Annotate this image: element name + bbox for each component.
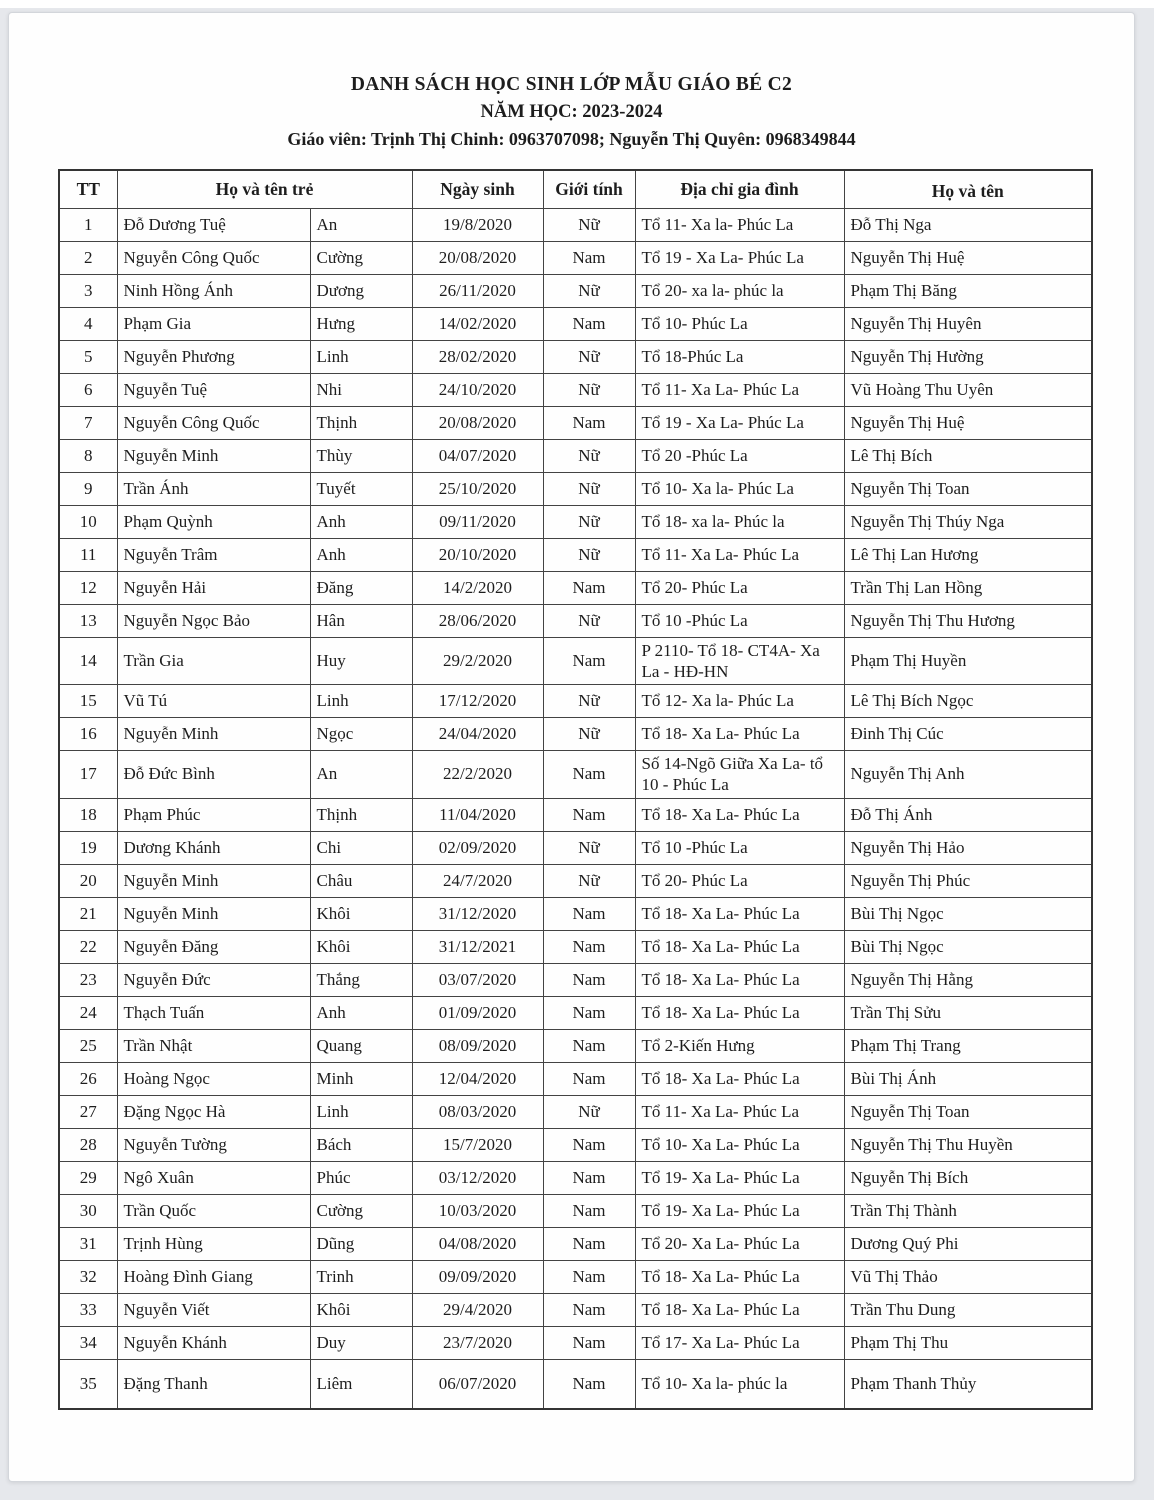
cell-parent: Nguyễn Thị Thu Huyền xyxy=(844,1128,1092,1161)
cell-parent: Phạm Thanh Thủy xyxy=(844,1359,1092,1409)
table-row xyxy=(59,472,1092,505)
cell-tt: 6 xyxy=(59,373,117,406)
cell-gender: Nữ xyxy=(543,718,635,751)
cell-given: Đăng xyxy=(310,571,412,604)
cell-given: Linh xyxy=(310,340,412,373)
table-row xyxy=(59,1227,1092,1260)
cell-gender: Nam xyxy=(543,307,635,340)
cell-gender: Nam xyxy=(543,751,635,799)
cell-dob: 03/07/2020 xyxy=(412,963,543,996)
cell-surname: Phạm Quỳnh xyxy=(117,505,310,538)
table-row xyxy=(59,307,1092,340)
cell-surname: Ngô Xuân xyxy=(117,1161,310,1194)
cell-dob: 26/11/2020 xyxy=(412,274,543,307)
cell-parent: Phạm Thị Trang xyxy=(844,1029,1092,1062)
cell-address: Tổ 17- Xa La- Phúc La xyxy=(635,1326,844,1359)
student-list-table xyxy=(58,169,1093,1410)
cell-gender: Nam xyxy=(543,1029,635,1062)
cell-dob: 08/03/2020 xyxy=(412,1095,543,1128)
cell-given: Quang xyxy=(310,1029,412,1062)
cell-given: Thắng xyxy=(310,963,412,996)
cell-address: Tổ 20- Phúc La xyxy=(635,571,844,604)
cell-address: Tổ 18- Xa La- Phúc La xyxy=(635,1062,844,1095)
cell-address: Tổ 20- Phúc La xyxy=(635,864,844,897)
cell-parent: Đỗ Thị Ánh xyxy=(844,798,1092,831)
cell-given: Thịnh xyxy=(310,798,412,831)
cell-tt: 12 xyxy=(59,571,117,604)
cell-gender: Nữ xyxy=(543,373,635,406)
cell-surname: Nguyễn Phương xyxy=(117,340,310,373)
table-row xyxy=(59,406,1092,439)
cell-given: Hân xyxy=(310,604,412,637)
cell-given: Minh xyxy=(310,1062,412,1095)
cell-dob: 15/7/2020 xyxy=(412,1128,543,1161)
cell-dob: 24/04/2020 xyxy=(412,718,543,751)
student-table-body xyxy=(59,208,1092,1409)
cell-parent: Nguyễn Thị Phúc xyxy=(844,864,1092,897)
cell-gender: Nam xyxy=(543,1326,635,1359)
cell-dob: 17/12/2020 xyxy=(412,685,543,718)
cell-parent: Nguyễn Thị Huệ xyxy=(844,406,1092,439)
cell-given: Linh xyxy=(310,685,412,718)
cell-address: Tổ 18- Xa La- Phúc La xyxy=(635,1293,844,1326)
cell-address: Tổ 19- Xa La- Phúc La xyxy=(635,1161,844,1194)
cell-surname: Đỗ Dương Tuệ xyxy=(117,208,310,241)
cell-surname: Vũ Tú xyxy=(117,685,310,718)
cell-address: Tổ 18- Xa La- Phúc La xyxy=(635,718,844,751)
cell-given: Thịnh xyxy=(310,406,412,439)
cell-gender: Nam xyxy=(543,996,635,1029)
cell-gender: Nữ xyxy=(543,831,635,864)
cell-given: An xyxy=(310,208,412,241)
table-row xyxy=(59,1029,1092,1062)
cell-dob: 20/08/2020 xyxy=(412,241,543,274)
cell-tt: 32 xyxy=(59,1260,117,1293)
cell-tt: 4 xyxy=(59,307,117,340)
cell-given: Ngọc xyxy=(310,718,412,751)
cell-address: Tổ 11- Xa La- Phúc La xyxy=(635,1095,844,1128)
table-row xyxy=(59,798,1092,831)
cell-dob: 11/04/2020 xyxy=(412,798,543,831)
cell-tt: 28 xyxy=(59,1128,117,1161)
table-row xyxy=(59,538,1092,571)
cell-given: Nhi xyxy=(310,373,412,406)
cell-surname: Nguyễn Hải xyxy=(117,571,310,604)
cell-gender: Nữ xyxy=(543,472,635,505)
document-header xyxy=(9,13,1134,148)
cell-given: Bách xyxy=(310,1128,412,1161)
table-row xyxy=(59,930,1092,963)
cell-surname: Nguyễn Ngọc Bảo xyxy=(117,604,310,637)
cell-address: Tổ 18- Xa La- Phúc La xyxy=(635,996,844,1029)
cell-dob: 24/10/2020 xyxy=(412,373,543,406)
cell-parent: Vũ Hoàng Thu Uyên xyxy=(844,373,1092,406)
cell-gender: Nam xyxy=(543,241,635,274)
cell-surname: Thạch Tuấn xyxy=(117,996,310,1029)
cell-tt: 27 xyxy=(59,1095,117,1128)
cell-gender: Nữ xyxy=(543,505,635,538)
cell-parent: Bùi Thị Ánh xyxy=(844,1062,1092,1095)
cell-address: Tổ 18-Phúc La xyxy=(635,340,844,373)
cell-given: Anh xyxy=(310,505,412,538)
cell-given: An xyxy=(310,751,412,799)
table-row xyxy=(59,1194,1092,1227)
cell-dob: 22/2/2020 xyxy=(412,751,543,799)
cell-surname: Phạm Phúc xyxy=(117,798,310,831)
cell-surname: Nguyễn Viết xyxy=(117,1293,310,1326)
cell-tt: 17 xyxy=(59,751,117,799)
table-row xyxy=(59,864,1092,897)
cell-given: Huy xyxy=(310,637,412,685)
cell-parent: Lê Thị Bích Ngọc xyxy=(844,685,1092,718)
cell-tt: 31 xyxy=(59,1227,117,1260)
table-row xyxy=(59,751,1092,799)
cell-surname: Nguyễn Minh xyxy=(117,897,310,930)
cell-gender: Nam xyxy=(543,1194,635,1227)
cell-address: Tổ 18- Xa La- Phúc La xyxy=(635,963,844,996)
header-dob: Ngày sinh xyxy=(412,170,543,208)
cell-surname: Nguyễn Khánh xyxy=(117,1326,310,1359)
header-parent-name: Họ và tên xyxy=(844,170,1092,208)
cell-parent: Nguyễn Thị Toan xyxy=(844,1095,1092,1128)
cell-dob: 24/7/2020 xyxy=(412,864,543,897)
cell-tt: 14 xyxy=(59,637,117,685)
cell-parent: Nguyễn Thị Anh xyxy=(844,751,1092,799)
cell-surname: Đặng Ngọc Hà xyxy=(117,1095,310,1128)
table-row xyxy=(59,439,1092,472)
cell-address: P 2110- Tổ 18- CT4A- Xa La - HĐ-HN xyxy=(635,637,844,685)
cell-gender: Nam xyxy=(543,1260,635,1293)
cell-dob: 01/09/2020 xyxy=(412,996,543,1029)
cell-address: Tổ 10- Xa la- Phúc La xyxy=(635,472,844,505)
cell-given: Hưng xyxy=(310,307,412,340)
cell-parent: Nguyễn Thị Hảo xyxy=(844,831,1092,864)
cell-tt: 34 xyxy=(59,1326,117,1359)
cell-surname: Nguyễn Minh xyxy=(117,864,310,897)
table-row xyxy=(59,1128,1092,1161)
cell-surname: Trịnh Hùng xyxy=(117,1227,310,1260)
table-row xyxy=(59,897,1092,930)
table-row xyxy=(59,996,1092,1029)
cell-address: Tổ 20 -Phúc La xyxy=(635,439,844,472)
cell-given: Cường xyxy=(310,241,412,274)
table-row xyxy=(59,1161,1092,1194)
cell-dob: 19/8/2020 xyxy=(412,208,543,241)
cell-given: Phúc xyxy=(310,1161,412,1194)
cell-parent: Đỗ Thị Nga xyxy=(844,208,1092,241)
cell-address: Tổ 11- Xa La- Phúc La xyxy=(635,538,844,571)
cell-dob: 29/2/2020 xyxy=(412,637,543,685)
table-row xyxy=(59,1359,1092,1409)
cell-parent: Nguyễn Thị Thúy Nga xyxy=(844,505,1092,538)
cell-given: Khôi xyxy=(310,1293,412,1326)
cell-given: Linh xyxy=(310,1095,412,1128)
cell-surname: Ninh Hồng Ánh xyxy=(117,274,310,307)
cell-tt: 20 xyxy=(59,864,117,897)
cell-dob: 31/12/2020 xyxy=(412,897,543,930)
cell-tt: 29 xyxy=(59,1161,117,1194)
table-row xyxy=(59,1260,1092,1293)
table-row xyxy=(59,373,1092,406)
cell-surname: Hoàng Đình Giang xyxy=(117,1260,310,1293)
cell-surname: Dương Khánh xyxy=(117,831,310,864)
cell-surname: Trần Quốc xyxy=(117,1194,310,1227)
cell-parent: Phạm Thị Băng xyxy=(844,274,1092,307)
cell-gender: Nữ xyxy=(543,1095,635,1128)
cell-parent: Trần Thị Sửu xyxy=(844,996,1092,1029)
cell-address: Tổ 18- Xa La- Phúc La xyxy=(635,798,844,831)
cell-gender: Nam xyxy=(543,406,635,439)
cell-parent: Trần Thu Dung xyxy=(844,1293,1092,1326)
table-row xyxy=(59,1095,1092,1128)
table-row xyxy=(59,274,1092,307)
cell-tt: 30 xyxy=(59,1194,117,1227)
cell-gender: Nam xyxy=(543,1161,635,1194)
cell-given: Dương xyxy=(310,274,412,307)
cell-address: Tổ 11- Xa La- Phúc La xyxy=(635,373,844,406)
table-row xyxy=(59,1293,1092,1326)
cell-dob: 03/12/2020 xyxy=(412,1161,543,1194)
cell-gender: Nữ xyxy=(543,685,635,718)
cell-address: Tổ 18- xa la- Phúc la xyxy=(635,505,844,538)
cell-gender: Nữ xyxy=(543,538,635,571)
cell-tt: 22 xyxy=(59,930,117,963)
cell-tt: 13 xyxy=(59,604,117,637)
cell-dob: 09/11/2020 xyxy=(412,505,543,538)
cell-surname: Nguyễn Tuệ xyxy=(117,373,310,406)
cell-parent: Nguyễn Thị Huyên xyxy=(844,307,1092,340)
cell-gender: Nam xyxy=(543,930,635,963)
cell-given: Châu xyxy=(310,864,412,897)
cell-parent: Trần Thị Thành xyxy=(844,1194,1092,1227)
cell-dob: 12/04/2020 xyxy=(412,1062,543,1095)
cell-parent: Bùi Thị Ngọc xyxy=(844,930,1092,963)
cell-tt: 5 xyxy=(59,340,117,373)
cell-tt: 1 xyxy=(59,208,117,241)
cell-dob: 28/06/2020 xyxy=(412,604,543,637)
cell-gender: Nữ xyxy=(543,208,635,241)
cell-address: Tổ 18- Xa La- Phúc La xyxy=(635,1260,844,1293)
cell-address: Tổ 20- xa la- phúc la xyxy=(635,274,844,307)
cell-gender: Nữ xyxy=(543,439,635,472)
cell-address: Tổ 11- Xa la- Phúc La xyxy=(635,208,844,241)
cell-surname: Trần Nhật xyxy=(117,1029,310,1062)
cell-gender: Nữ xyxy=(543,864,635,897)
cell-tt: 15 xyxy=(59,685,117,718)
table-row xyxy=(59,241,1092,274)
cell-surname: Nguyễn Minh xyxy=(117,439,310,472)
cell-given: Tuyết xyxy=(310,472,412,505)
cell-parent: Trần Thị Lan Hồng xyxy=(844,571,1092,604)
cell-parent: Lê Thị Lan Hương xyxy=(844,538,1092,571)
cell-address: Tổ 19 - Xa La- Phúc La xyxy=(635,241,844,274)
cell-gender: Nữ xyxy=(543,274,635,307)
table-row xyxy=(59,963,1092,996)
document-page xyxy=(8,12,1135,1482)
cell-address: Tổ 18- Xa La- Phúc La xyxy=(635,897,844,930)
table-row xyxy=(59,1062,1092,1095)
cell-parent: Nguyễn Thị Thu Hương xyxy=(844,604,1092,637)
cell-dob: 04/07/2020 xyxy=(412,439,543,472)
cell-surname: Nguyễn Công Quốc xyxy=(117,241,310,274)
header-gender: Giới tính xyxy=(543,170,635,208)
cell-gender: Nữ xyxy=(543,604,635,637)
cell-parent: Phạm Thị Thu xyxy=(844,1326,1092,1359)
cell-tt: 9 xyxy=(59,472,117,505)
cell-given: Liêm xyxy=(310,1359,412,1409)
cell-gender: Nam xyxy=(543,1227,635,1260)
table-row xyxy=(59,831,1092,864)
cell-surname: Đỗ Đức Bình xyxy=(117,751,310,799)
cell-gender: Nam xyxy=(543,798,635,831)
cell-address: Tổ 10 -Phúc La xyxy=(635,831,844,864)
cell-surname: Trần Ánh xyxy=(117,472,310,505)
cell-parent: Nguyễn Thị Toan xyxy=(844,472,1092,505)
cell-parent: Nguyễn Thị Huệ xyxy=(844,241,1092,274)
cell-tt: 10 xyxy=(59,505,117,538)
cell-address: Tổ 10- Xa la- phúc la xyxy=(635,1359,844,1409)
cell-address: Tổ 12- Xa la- Phúc La xyxy=(635,685,844,718)
cell-dob: 20/10/2020 xyxy=(412,538,543,571)
cell-gender: Nam xyxy=(543,1062,635,1095)
document-title: DANH SÁCH HỌC SINH LỚP MẪU GIÁO BÉ C2 xyxy=(350,74,793,95)
cell-gender: Nam xyxy=(543,963,635,996)
header-tt: TT xyxy=(59,170,117,208)
cell-tt: 2 xyxy=(59,241,117,274)
cell-tt: 21 xyxy=(59,897,117,930)
cell-gender: Nam xyxy=(543,1128,635,1161)
cell-dob: 04/08/2020 xyxy=(412,1227,543,1260)
cell-dob: 06/07/2020 xyxy=(412,1359,543,1409)
table-header xyxy=(59,170,1092,208)
cell-tt: 26 xyxy=(59,1062,117,1095)
cell-given: Cường xyxy=(310,1194,412,1227)
cell-parent: Lê Thị Bích xyxy=(844,439,1092,472)
cell-parent: Đinh Thị Cúc xyxy=(844,718,1092,751)
cell-given: Chi xyxy=(310,831,412,864)
cell-address: Tổ 10- Phúc La xyxy=(635,307,844,340)
cell-surname: Trần Gia xyxy=(117,637,310,685)
cell-tt: 25 xyxy=(59,1029,117,1062)
cell-parent: Nguyễn Thị Hằng xyxy=(844,963,1092,996)
cell-dob: 02/09/2020 xyxy=(412,831,543,864)
cell-dob: 29/4/2020 xyxy=(412,1293,543,1326)
cell-parent: Nguyễn Thị Hường xyxy=(844,340,1092,373)
cell-tt: 3 xyxy=(59,274,117,307)
table-row xyxy=(59,1326,1092,1359)
cell-dob: 20/08/2020 xyxy=(412,406,543,439)
cell-surname: Nguyễn Đức xyxy=(117,963,310,996)
cell-tt: 23 xyxy=(59,963,117,996)
cell-address: Tổ 19- Xa La- Phúc La xyxy=(635,1194,844,1227)
cell-parent: Vũ Thị Thảo xyxy=(844,1260,1092,1293)
table-row xyxy=(59,571,1092,604)
cell-parent: Nguyễn Thị Bích xyxy=(844,1161,1092,1194)
cell-given: Anh xyxy=(310,538,412,571)
cell-address: Tổ 10 -Phúc La xyxy=(635,604,844,637)
cell-given: Khôi xyxy=(310,930,412,963)
cell-tt: 7 xyxy=(59,406,117,439)
cell-tt: 35 xyxy=(59,1359,117,1409)
cell-dob: 31/12/2021 xyxy=(412,930,543,963)
cell-dob: 14/2/2020 xyxy=(412,571,543,604)
cell-address: Tổ 20- Xa La- Phúc La xyxy=(635,1227,844,1260)
cell-tt: 19 xyxy=(59,831,117,864)
cell-dob: 28/02/2020 xyxy=(412,340,543,373)
table-row xyxy=(59,718,1092,751)
cell-surname: Nguyễn Minh xyxy=(117,718,310,751)
table-row xyxy=(59,604,1092,637)
cell-surname: Hoàng Ngọc xyxy=(117,1062,310,1095)
cell-gender: Nữ xyxy=(543,340,635,373)
cell-given: Dũng xyxy=(310,1227,412,1260)
cell-dob: 14/02/2020 xyxy=(412,307,543,340)
table-row xyxy=(59,685,1092,718)
table-header-row xyxy=(59,170,1092,208)
table-row xyxy=(59,505,1092,538)
cell-dob: 09/09/2020 xyxy=(412,1260,543,1293)
teachers-line: Giáo viên: Trịnh Thị Chinh: 0963707098; Nguyễn Thị Quyên: 0968349844 xyxy=(287,129,856,149)
table-row xyxy=(59,637,1092,685)
cell-given: Khôi xyxy=(310,897,412,930)
cell-tt: 8 xyxy=(59,439,117,472)
cell-parent: Phạm Thị Huyền xyxy=(844,637,1092,685)
header-child-name: Họ và tên trẻ xyxy=(117,170,412,208)
cell-gender: Nam xyxy=(543,1293,635,1326)
cell-gender: Nam xyxy=(543,571,635,604)
cell-dob: 23/7/2020 xyxy=(412,1326,543,1359)
cell-tt: 18 xyxy=(59,798,117,831)
cell-surname: Nguyễn Đăng xyxy=(117,930,310,963)
cell-surname: Nguyễn Công Quốc xyxy=(117,406,310,439)
school-year: NĂM HỌC: 2023-2024 xyxy=(480,101,663,122)
cell-gender: Nam xyxy=(543,637,635,685)
cell-given: Trinh xyxy=(310,1260,412,1293)
cell-parent: Dương Quý Phi xyxy=(844,1227,1092,1260)
cell-given: Anh xyxy=(310,996,412,1029)
cell-gender: Nam xyxy=(543,897,635,930)
table-row xyxy=(59,340,1092,373)
cell-given: Duy xyxy=(310,1326,412,1359)
cell-tt: 24 xyxy=(59,996,117,1029)
cell-parent: Bùi Thị Ngọc xyxy=(844,897,1092,930)
cell-tt: 16 xyxy=(59,718,117,751)
cell-address: Tổ 19 - Xa La- Phúc La xyxy=(635,406,844,439)
cell-address: Tổ 18- Xa La- Phúc La xyxy=(635,930,844,963)
cell-given: Thùy xyxy=(310,439,412,472)
cell-surname: Đặng Thanh xyxy=(117,1359,310,1409)
cell-address: Số 14-Ngõ Giữa Xa La- tổ 10 - Phúc La xyxy=(635,751,844,799)
cell-dob: 08/09/2020 xyxy=(412,1029,543,1062)
table-row xyxy=(59,208,1092,241)
cell-address: Tổ 10- Xa La- Phúc La xyxy=(635,1128,844,1161)
cell-gender: Nam xyxy=(543,1359,635,1409)
cell-address: Tổ 2-Kiến Hưng xyxy=(635,1029,844,1062)
cell-surname: Nguyễn Trâm xyxy=(117,538,310,571)
cell-dob: 10/03/2020 xyxy=(412,1194,543,1227)
cell-tt: 33 xyxy=(59,1293,117,1326)
header-address: Địa chỉ gia đình xyxy=(635,170,844,208)
cell-surname: Phạm Gia xyxy=(117,307,310,340)
cell-surname: Nguyễn Tường xyxy=(117,1128,310,1161)
cell-dob: 25/10/2020 xyxy=(412,472,543,505)
cell-tt: 11 xyxy=(59,538,117,571)
